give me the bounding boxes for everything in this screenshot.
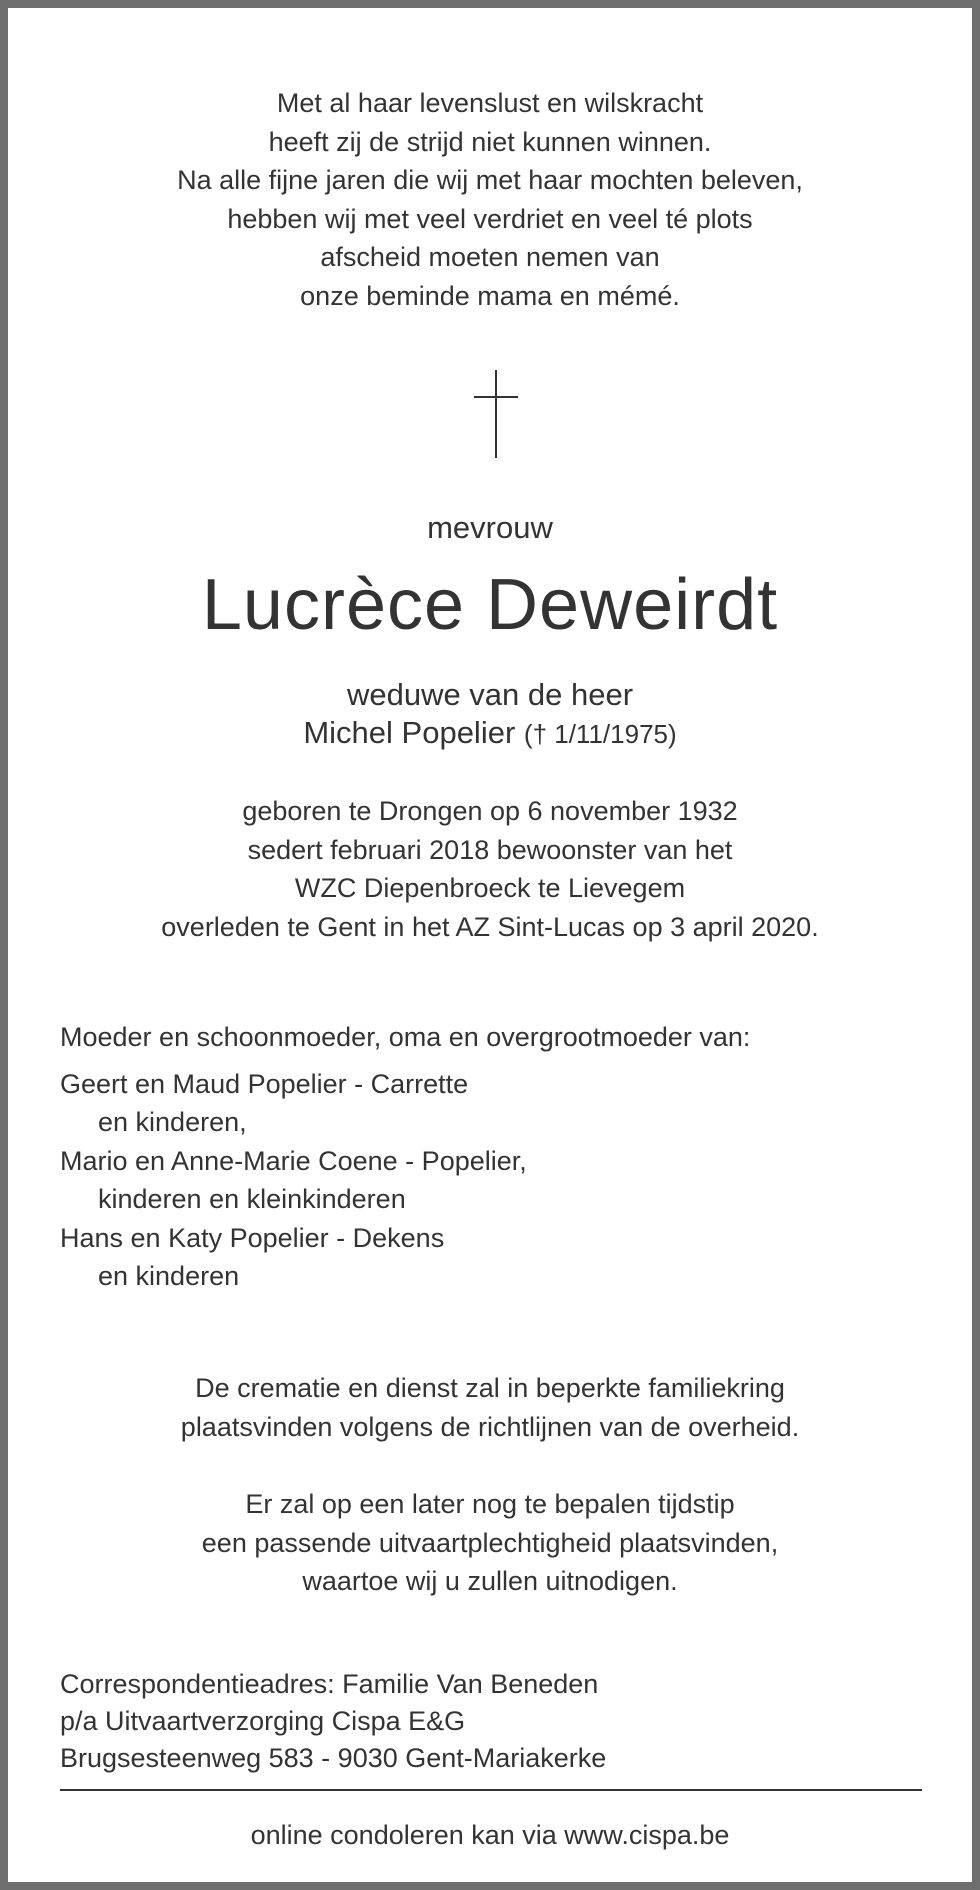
spouse-name-line — [8, 714, 972, 753]
family-member-sub: en kinderen — [98, 1261, 240, 1291]
cross-icon — [474, 370, 518, 458]
online-condolence-note: online condoleren kan via www.cispa.be — [250, 1820, 730, 1850]
intro-line: Na alle fijne jaren die wij met haar mochten beleven, — [177, 165, 803, 195]
intro-line: heeft zij de strijd niet kunnen winnen. — [268, 126, 712, 157]
intro-line: onze beminde mama en mémé. — [300, 280, 680, 311]
spouse-info — [8, 676, 972, 753]
intro-line: Met al haar levenslust en wilskracht — [276, 88, 704, 118]
correspondence-address — [60, 1666, 606, 1777]
deceased-name: Lucrèce Deweirdt — [201, 565, 779, 645]
address-line: Brugsesteenweg 583 - 9030 Gent-Mariakerke — [60, 1743, 607, 1773]
later-line: Er zal op een later nog te bepalen tijdstip — [245, 1489, 735, 1519]
bio-line: sedert februari 2018 bewoonster van het — [247, 834, 733, 865]
footer-divider — [60, 1789, 922, 1791]
family-member-sub: kinderen en kleinkinderen — [98, 1184, 406, 1214]
family-heading: Moeder en schoonmoeder, oma en overgrootmoeder van: — [60, 1022, 751, 1052]
family-member: Hans en Katy Popelier - Dekens — [60, 1222, 445, 1253]
intro-line: hebben wij met veel verdriet en veel té plots — [227, 203, 753, 234]
biography — [8, 792, 972, 946]
family-member: Mario en Anne-Marie Coene - Popelier, — [60, 1145, 527, 1176]
family-member: Geert en Maud Popelier - Carrette — [60, 1068, 469, 1099]
ceremony-line: De crematie en dienst zal in beperkte familiekring — [195, 1373, 785, 1403]
address-line: p/a Uitvaartverzorging Cispa E&G — [60, 1706, 466, 1736]
cross-vertical-bar — [495, 370, 497, 458]
address-line: Correspondentieadres: Familie Van Beneden — [60, 1669, 599, 1699]
later-ceremony-notice — [8, 1485, 972, 1601]
later-line: waartoe wij u zullen uitnodigen. — [302, 1566, 678, 1596]
family-member-sub: en kinderen, — [98, 1107, 247, 1137]
bio-line: WZC Diepenbroeck te Lievegem — [294, 873, 686, 903]
bio-line: geboren te Drongen op 6 november 1932 — [242, 796, 738, 826]
bio-line: overleden te Gent in het AZ Sint-Lucas op 3 april 2020. — [161, 911, 819, 942]
spouse-death-date: († 1/11/1975) — [523, 719, 677, 749]
ceremony-line: plaatsvinden volgens de richtlijnen van de overheid. — [180, 1411, 800, 1442]
ceremony-notice — [8, 1369, 972, 1446]
deceased-title: mevrouw — [427, 510, 553, 545]
spouse-name: Michel Popelier — [303, 715, 516, 750]
family-list — [60, 1018, 750, 1296]
intro-line: afscheid moeten nemen van — [320, 242, 660, 272]
spouse-line: weduwe van de heer — [346, 677, 634, 712]
cross-horizontal-bar — [474, 396, 518, 398]
later-line: een passende uitvaartplechtigheid plaatsvinden, — [201, 1527, 779, 1558]
intro-text — [8, 84, 972, 315]
